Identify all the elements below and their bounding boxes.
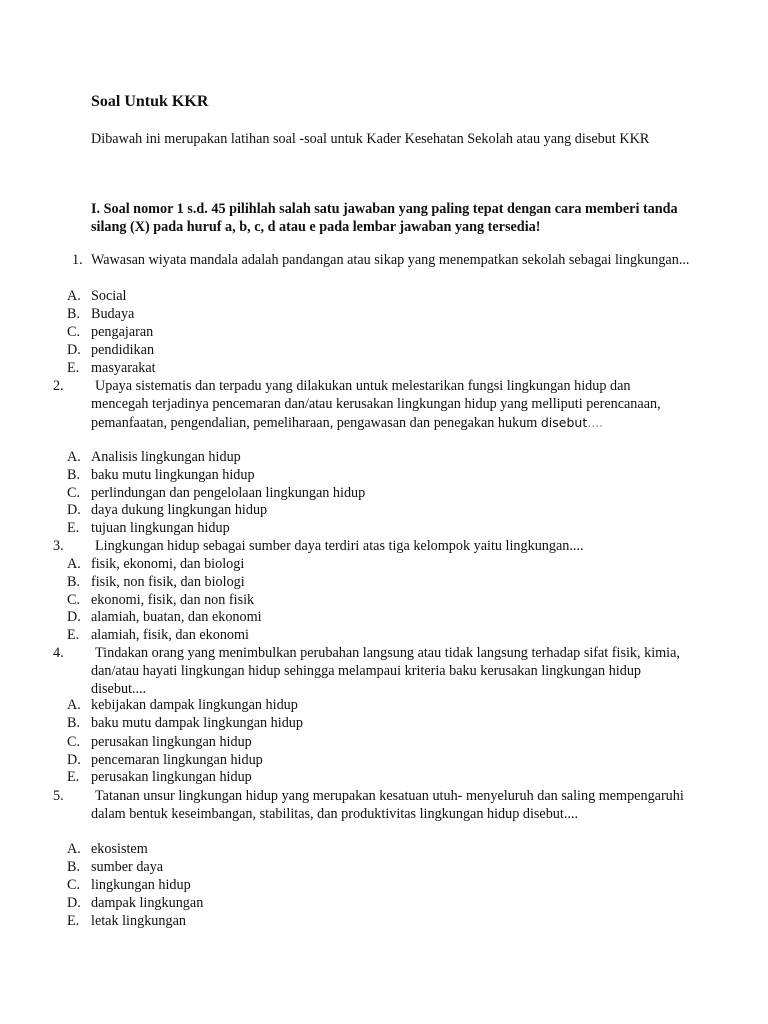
option-text: pencemaran lingkungan hidup [91,752,263,768]
document-title: Soal Untuk KKR [91,93,209,110]
question-text: Tindakan orang yang menimbulkan perubahan langsung atau tidak langsung terhadap sifat fisik, kimia, dan/atau hayati lingkungan hidup sehingga melampaui kriteria baku kerusakan lingkungan hidup disebut.... [91,645,680,697]
option-text: ekonomi, fisik, dan non fisik [91,592,255,608]
option-text: pengajaran [91,324,154,340]
option-text: dampak lingkungan [91,895,204,911]
option-text: baku mutu lingkungan hidup [91,467,255,483]
option-text: lingkungan hidup [91,877,191,893]
option-letter: E. [67,520,80,536]
intro-paragraph: Dibawah ini merupakan latihan soal -soal untuk Kader Kesehatan Sekolah atau yang disebut KKR [91,131,650,147]
option-letter: C. [67,877,81,893]
option-text: Budaya [91,306,135,322]
option-text: Analisis lingkungan hidup [91,449,241,465]
option-letter: A. [67,697,81,713]
option-letter: D. [67,502,81,518]
option-letter: B. [67,715,81,731]
option-letter: A. [67,288,81,304]
option-letter: D. [67,895,81,911]
option-text: daya dukung lingkungan hidup [91,502,268,518]
question-number: 1. [72,252,83,268]
question-text: Tatanan unsur lingkungan hidup yang merupakan kesatuan utuh- menyeluruh dan saling mempengaruhi dalam bentuk keseimbangan, stabilitas, dan produktivitas lingkungan hidup disebut.... [91,788,684,822]
option-letter: D. [67,752,81,768]
question-text [91,378,691,432]
question-text: Wawasan wiyata mandala adalah pandangan atau sikap yang menempatkan sekolah sebagai lingkungan... [91,252,690,268]
option-letter: C. [67,485,81,501]
option-letter: B. [67,306,81,322]
option-text: pendidikan [91,342,155,358]
option-letter: B. [67,859,81,875]
option-text: kebijakan dampak lingkungan hidup [91,697,298,713]
question-text-tail [541,415,603,430]
option-text: letak lingkungan [91,913,186,929]
option-text: ekosistem [91,841,148,857]
question-number: 5. [53,788,64,804]
option-letter: E. [67,913,80,929]
option-letter: A. [67,449,81,465]
question-number: 2. [53,378,64,394]
option-text: fisik, ekonomi, dan biologi [91,556,245,572]
question-text: Lingkungan hidup sebagai sumber daya terdiri atas tiga kelompok yaitu lingkungan.... [95,538,584,554]
option-letter: D. [67,609,81,625]
option-text: alamiah, buatan, dan ekonomi [91,609,262,625]
option-text: Social [91,288,127,304]
option-text: baku mutu dampak lingkungan hidup [91,715,303,731]
tail-dots: .... [587,414,604,430]
option-text: masyarakat [91,360,156,376]
instructions-paragraph: I. Soal nomor 1 s.d. 45 pilihlah salah satu jawaban yang paling tepat dengan cara memberi tanda silang (X) pada huruf a, b, c, d atau e pada lembar jawaban yang tersedia! [91,201,678,235]
option-text: fisik, non fisik, dan biologi [91,574,245,590]
option-text: perlindungan dan pengelolaan lingkungan hidup [91,485,366,501]
option-letter: C. [67,592,81,608]
question-number: 3. [53,538,64,554]
option-letter: E. [67,627,80,643]
option-letter: E. [67,360,80,376]
question-text-body: Upaya sistematis dan terpadu yang dilakukan untuk melestarikan fungsi lingkungan hidup dan mencegah terjadinya pencemaran dan/atau kerusakan lingkungan hidup yang melliputi perencanaan, pemanfaatan, pengendalian, pemeliharaan, pengawasan dan penegakan hukum [91,378,661,431]
option-letter: D. [67,342,81,358]
option-letter: C. [67,734,81,750]
option-text: sumber daya [91,859,164,875]
option-text: tujuan lingkungan hidup [91,520,230,536]
option-letter: B. [67,467,81,483]
option-letter: C. [67,324,81,340]
option-text: perusakan lingkungan hidup [91,734,252,750]
option-letter: A. [67,841,81,857]
option-text: perusakan lingkungan hidup [91,769,252,785]
option-letter: E. [67,769,80,785]
question-number: 4. [53,645,64,661]
tail-word: disebut [540,414,588,430]
option-text: alamiah, fisik, dan ekonomi [91,627,249,643]
option-letter: B. [67,574,81,590]
option-letter: A. [67,556,81,572]
